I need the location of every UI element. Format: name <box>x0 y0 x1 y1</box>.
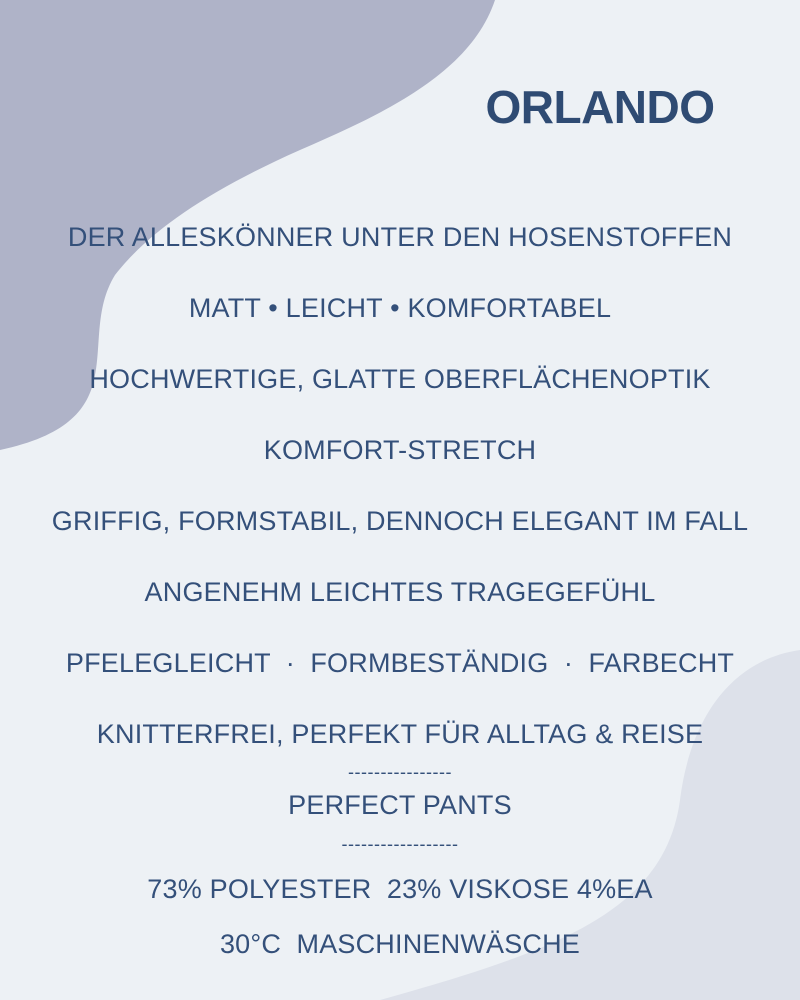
feature-line-1: DER ALLESKÖNNER UNTER DEN HOSENSTOFFEN <box>67 222 733 252</box>
feature-line-7: PFELEGLEICHT · FORMBESTÄNDIG · FARBECHT <box>65 648 735 678</box>
feature-line-3: HOCHWERTIGE, GLATTE OBERFLÄCHENOPTIK <box>89 364 711 394</box>
separator-top: ---------------- <box>348 762 452 782</box>
composition: 73% POLYESTER 23% VISKOSE 4%EA <box>147 874 653 904</box>
feature-line-2: MATT • LEICHT • KOMFORTABEL <box>188 293 612 323</box>
care-instructions: 30°C MASCHINENWÄSCHE <box>219 929 581 959</box>
product-title: ORLANDO <box>485 81 715 133</box>
separator-bottom: ------------------ <box>341 834 459 854</box>
feature-line-4: KOMFORT-STRETCH <box>263 435 537 465</box>
tagline: PERFECT PANTS <box>288 790 512 820</box>
feature-line-5: GRIFFIG, FORMSTABIL, DENNOCH ELEGANT IM FALL <box>51 506 749 536</box>
feature-line-8: KNITTERFREI, PERFEKT FÜR ALLTAG & REISE <box>96 719 704 749</box>
feature-line-6: ANGENEHM LEICHTES TRAGEGEFÜHL <box>144 577 656 607</box>
